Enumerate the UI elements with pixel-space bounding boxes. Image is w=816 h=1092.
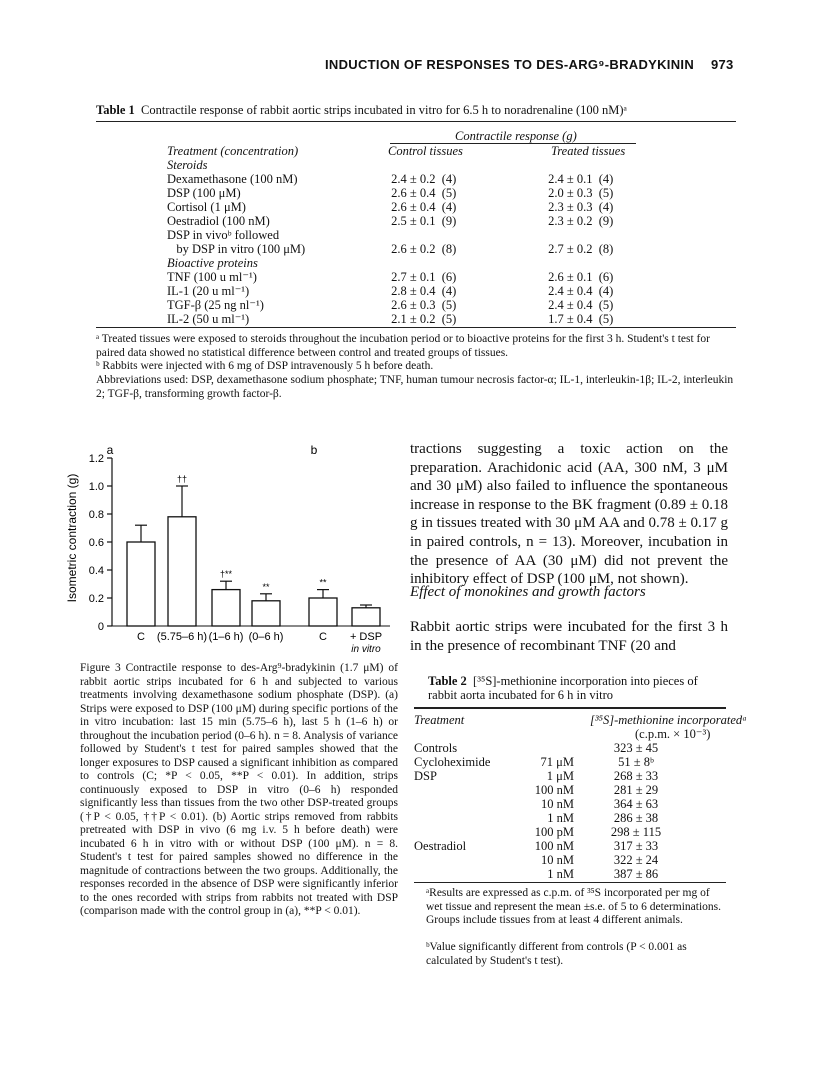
table1-row (167, 270, 647, 284)
table1-cell-name: Oestradiol (100 nM) (167, 214, 270, 228)
table1-row (167, 186, 647, 200)
table1-cell-treated (548, 228, 647, 242)
right-para2: Rabbit aortic strips were incubated for the first 3 h in the presence of recombinant TNF (20 and (410, 619, 728, 654)
panel-label-b: b (310, 443, 318, 457)
table1-cell-name: IL-2 (50 u ml⁻¹) (167, 312, 250, 326)
y-tick-label: 0.4 (88, 565, 104, 577)
table2-caption (428, 674, 718, 702)
table2-cell-conc: 100 nM (534, 839, 574, 853)
table1-row (167, 298, 647, 312)
y-tick-label: 1.2 (88, 453, 104, 465)
table2-row (414, 839, 698, 853)
bar (352, 608, 380, 626)
table1-cell-name: Dexamethasone (100 nM) (167, 172, 298, 186)
table1-cell-control: 2.6 ± 0.4 (4) (391, 200, 457, 214)
table1-row (167, 172, 647, 186)
table2-cell-treatment (414, 783, 514, 797)
table2-row (414, 867, 698, 881)
table2-cell-treatment: Controls (414, 741, 458, 755)
table1-cell-name: by DSP in vitro (100 μM) (167, 242, 306, 256)
bar (309, 598, 337, 626)
table1-group-header: Contractile response (g) (455, 129, 577, 143)
table2-cell-value: 323 ± 45 (613, 741, 659, 755)
y-axis-label: Isometric contraction (g) (65, 473, 79, 603)
table2-row (414, 783, 698, 797)
table2-row (414, 811, 698, 825)
table2-cell-treatment (414, 811, 514, 825)
table1-cell-name: DSP (100 μM) (167, 186, 241, 200)
x-tick-sublabel: in vitro (351, 644, 381, 655)
table2-col-treatment: Treatment (414, 713, 465, 727)
table1-row (167, 284, 647, 298)
table2-cell-treatment: DSP (414, 769, 437, 783)
bar (127, 542, 155, 626)
table1-footnote-a: ᵃ Treated tissues were exposed to steroids throughout the incubation period or to bioactive proteins for the first 3 h. Student's t test for paired data showed no statistical difference between control and treated groups of tissues. (96, 333, 710, 359)
table2-row (414, 769, 698, 783)
y-tick-label: 0.8 (88, 509, 104, 521)
table1-cell-treated: 2.6 ± 0.1 (6) (548, 270, 614, 284)
x-tick-label: C (137, 631, 145, 643)
table1-cell-treated (548, 158, 647, 172)
table1-title: Contractile response of rabbit aortic strips incubated in vitro for 6.5 h to noradrenaline (100 nM)ᵃ (141, 103, 627, 117)
table1-cell-control: 2.4 ± 0.2 (4) (391, 172, 457, 186)
table2-cell-conc: 10 nM (541, 797, 574, 811)
table2-cell-conc (514, 741, 574, 755)
significance-label: ** (319, 577, 327, 588)
table1-cell-name: Steroids (167, 158, 208, 172)
table2-row (414, 853, 698, 867)
table1-bottom-rule (96, 327, 736, 328)
table2-cell-value: 268 ± 33 (613, 769, 659, 783)
table2-col-unit: (c.p.m. × 10⁻³) (635, 727, 711, 741)
table2-rows (414, 741, 698, 881)
table2-cell-conc: 1 μM (546, 769, 574, 783)
table1-row (167, 256, 647, 270)
table2-cell-treatment (414, 797, 514, 811)
table1-body (167, 158, 647, 326)
table2-row (414, 741, 698, 755)
x-tick-label: C (319, 631, 327, 643)
table1-cell-name: TGF-β (25 ng nl⁻¹) (167, 298, 264, 312)
table2-cell-value: 322 ± 24 (613, 853, 659, 867)
table1-cell-treated: 2.4 ± 0.4 (4) (548, 284, 614, 298)
x-tick-label: (5.75–6 h) (156, 631, 208, 643)
table1-cell-control (391, 256, 548, 270)
table2-cell-treatment (414, 825, 514, 839)
table2-row (414, 755, 698, 769)
table1-cell-treated: 1.7 ± 0.4 (5) (548, 312, 614, 326)
table1-cell-control: 2.8 ± 0.4 (4) (391, 284, 457, 298)
table1-col-control: Control tissues (388, 144, 463, 158)
table1-cell-control (391, 158, 548, 172)
page-number: 973 (711, 57, 734, 72)
figure3-chart (60, 438, 396, 660)
table2-top-rule (414, 707, 726, 709)
table2-cell-value: 298 ± 115 (610, 825, 662, 839)
table2-cell-treatment: Cycloheximide (414, 755, 491, 769)
significance-label: ** (262, 581, 270, 592)
table2-body (414, 741, 726, 881)
table1-cell-name: IL-1 (20 u ml⁻¹) (167, 284, 250, 298)
table2-row (414, 797, 698, 811)
x-tick-label: (0–6 h) (248, 631, 284, 643)
y-tick-label: 0.2 (88, 593, 104, 605)
significance-label: †† (176, 474, 188, 484)
table2-cell-conc: 100 nM (534, 783, 574, 797)
table2-cell-treatment: Oestradiol (414, 839, 467, 853)
table2-footnote-b: ᵇValue significantly different from controls (P < 0.001 as calculated by Student's t test). (426, 941, 687, 967)
table1-cell-control: 2.1 ± 0.2 (5) (391, 312, 457, 326)
table1-label: Table 1 (96, 103, 135, 117)
table2-cell-conc: 1 nM (547, 867, 574, 881)
table1-cell-control: 2.6 ± 0.2 (8) (391, 242, 457, 256)
table1-cell-treated: 2.3 ± 0.2 (9) (548, 214, 614, 228)
table2-title: [³⁵S]-methionine incorporation into pieces of rabbit aorta incubated for 6 h in vitro (428, 674, 698, 702)
table1-row (167, 228, 647, 242)
table1-cell-treated: 2.4 ± 0.1 (4) (548, 172, 614, 186)
figure3-caption: Figure 3 Contractile response to des-Arg⁹-bradykinin (1.7 μM) of rabbit aortic strips incubated for 6 h and subjected to various treatments involving dexamethasone sodium phosphate (DSP). (a) Strips were exposed to DSP (100 μM) during specific portions of the in vitro incubation: last 15 min (5.75–6 h), last 5 h (1–6 h) or throughout the incubation period (0–6 h). n = 8. Analysis of variance followed by Student's t test for paired samples showed that the longer exposures to DSP caused a significant inhibition as compared to controls (C; *P < 0.05, **P < 0.01). In addition, strips continuously exposed to DSP in vitro (0–6 h) responded significantly less than tissues from the two other DSP-treated groups (†P < 0.05, ††P < 0.01). (b) Aortic strips removed from rabbits pretreated with DSP in vivo (6 mg i.v. 5 h before death) were incubated 6 h in vitro with or without DSP (100 μM). n = 8. Student's t test for paired samples showed no difference in the magnitude of contractions between the two groups. Additionally, the responses recorded in the absence of DSP were significantly inferior to the ones recorded with strips from rabbits not treated with DSP (comparison made with the control group in (a), **P < 0.01). (80, 662, 398, 917)
table2-cell-value: 286 ± 38 (613, 811, 659, 825)
table1-col-treatment: Treatment (concentration) (167, 144, 299, 158)
table2-bottom-rule (414, 882, 726, 883)
bar (212, 590, 240, 626)
table2-cell-value: 317 ± 33 (613, 839, 659, 853)
table2-cell-conc: 1 nM (547, 811, 574, 825)
y-tick-label: 0 (97, 621, 104, 633)
table1-cell-control: 2.7 ± 0.1 (6) (391, 270, 457, 284)
panel-label-a: a (106, 443, 114, 457)
plot-area (89, 443, 390, 655)
table2-cell-conc: 100 pM (534, 825, 574, 839)
table2-cell-value: 281 ± 29 (613, 783, 659, 797)
y-tick-label: 0.6 (88, 537, 104, 549)
table1-cell-treated: 2.7 ± 0.2 (8) (548, 242, 614, 256)
bar (252, 601, 280, 626)
table1-row (167, 214, 647, 228)
table2-col-value: [³⁵S]-methionine incorporatedᵃ (590, 713, 748, 727)
table1-row (167, 200, 647, 214)
table1-row (167, 312, 647, 326)
table1-cell-control: 2.5 ± 0.1 (9) (391, 214, 457, 228)
table2-cell-value: 387 ± 86 (613, 867, 659, 881)
right-para1: tractions suggesting a toxic action on the preparation. Arachidonic acid (AA, 300 nM, 3 μM and 30 μM) also failed to influence the spontaneous increase in response to the BK fragment (0.89 ± 0.18 g in tissues treated with 30 μM AA and 0.78 ± 0.17 g in paired controls, n = 13). Moreover, incubation in the presence of AA (30 μM) did not prevent the inhibitory effect of DSP (100 μM, not shown). (410, 441, 728, 588)
table2-row (414, 825, 698, 839)
table1-cell-control: 2.6 ± 0.3 (5) (391, 298, 457, 312)
table1-cell-treated: 2.4 ± 0.4 (5) (548, 298, 614, 312)
table1-cell-control (391, 228, 548, 242)
table2-cell-conc: 71 μM (540, 755, 574, 769)
table1-cell-name: DSP in vivoᵇ followed (167, 228, 280, 242)
table1-cell-name: Cortisol (1 μM) (167, 200, 246, 214)
table2-cell-treatment (414, 853, 514, 867)
table1-abbreviations: Abbreviations used: DSP, dexamethasone sodium phosphate; TNF, human tumour necrosis factor-α; IL-1, interleukin-1β; IL-2, interleukin 2; TGF-β, transforming growth factor-β. (96, 374, 734, 400)
table1-caption (96, 103, 736, 117)
y-tick-label: 1.0 (88, 481, 104, 493)
x-tick-label: (1–6 h) (208, 631, 244, 643)
table2-label: Table 2 (428, 674, 467, 688)
significance-label: †** (219, 569, 233, 580)
table1-cell-treated (548, 256, 647, 270)
table2-cell-value: 51 ± 8ᵇ (618, 755, 654, 769)
table1-footnote-b: ᵇ Rabbits were injected with 6 mg of DSP intravenously 5 h before death. (96, 360, 434, 372)
table1-cell-treated: 2.0 ± 0.3 (5) (548, 186, 614, 200)
section-heading: Effect of monokines and growth factors (410, 584, 646, 600)
table1-top-rule (96, 121, 736, 122)
table1-cell-name: Bioactive proteins (167, 256, 258, 270)
table1-row (167, 242, 647, 256)
running-title: INDUCTION OF RESPONSES TO DES-ARG⁹-BRADYKININ (325, 57, 695, 72)
table1-rows (167, 158, 647, 326)
table1-cell-name: TNF (100 u ml⁻¹) (167, 270, 257, 284)
table1-cell-control: 2.6 ± 0.4 (5) (391, 186, 457, 200)
table2-cell-treatment (414, 867, 514, 881)
table2-cell-value: 364 ± 63 (613, 797, 659, 811)
table1-row (167, 158, 647, 172)
table2-footnote-a: ᵃResults are expressed as c.p.m. of ³⁵S incorporated per mg of wet tissue and represent the mean ±s.e. of 5 to 6 determinations. Groups include tissues from at least 4 different animals. (426, 887, 722, 926)
table1-col-treated: Treated tissues (551, 144, 626, 158)
table2-cell-conc: 10 nM (541, 853, 574, 867)
x-tick-label: + DSP (349, 631, 383, 643)
table1-cell-treated: 2.3 ± 0.3 (4) (548, 200, 614, 214)
bar (168, 517, 196, 626)
